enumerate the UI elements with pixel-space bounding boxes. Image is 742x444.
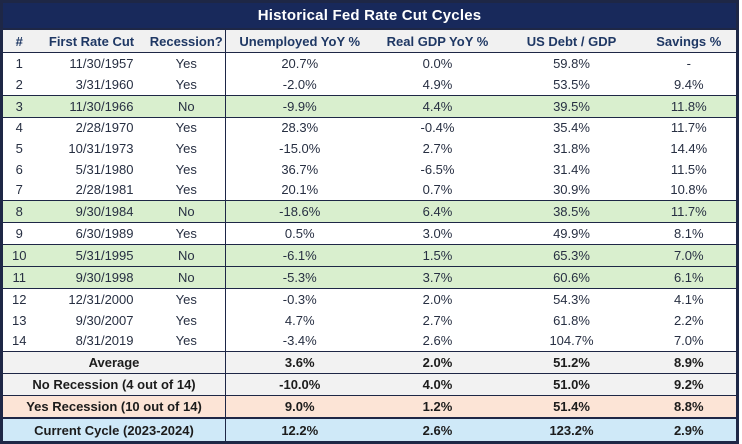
recession-flag: No bbox=[148, 95, 226, 117]
summary-savings-value: 2.9% bbox=[642, 418, 738, 442]
unemployed-yoy-value: -15.0% bbox=[226, 138, 374, 159]
summary-label: Current Cycle (2023-2024) bbox=[2, 418, 226, 442]
row-number: 4 bbox=[2, 117, 36, 138]
first-rate-cut-date: 8/31/2019 bbox=[36, 331, 148, 352]
savings-value: - bbox=[642, 53, 738, 74]
summary-real-gdp-yoy-value: 2.6% bbox=[374, 418, 502, 442]
row-number: 11 bbox=[2, 267, 36, 289]
recession-flag: Yes bbox=[148, 53, 226, 74]
summary-real-gdp-yoy-value: 1.2% bbox=[374, 396, 502, 419]
recession-flag: No bbox=[148, 245, 226, 267]
row-number: 3 bbox=[2, 95, 36, 117]
summary-us-debt-gdp-value: 51.4% bbox=[502, 396, 642, 419]
recession-flag: Yes bbox=[148, 310, 226, 331]
savings-value: 11.5% bbox=[642, 159, 738, 180]
row-number: 12 bbox=[2, 289, 36, 310]
table-row bbox=[2, 95, 738, 117]
table-row bbox=[2, 117, 738, 138]
row-number: 10 bbox=[2, 245, 36, 267]
unemployed-yoy-value: -18.6% bbox=[226, 201, 374, 223]
unemployed-yoy-value: -0.3% bbox=[226, 289, 374, 310]
page-title: Historical Fed Rate Cut Cycles bbox=[2, 2, 738, 30]
savings-value: 9.4% bbox=[642, 74, 738, 95]
us-debt-gdp-value: 31.8% bbox=[502, 138, 642, 159]
recession-flag: Yes bbox=[148, 331, 226, 352]
row-number: 6 bbox=[2, 159, 36, 180]
recession-flag: Yes bbox=[148, 74, 226, 95]
summary-label: Average bbox=[2, 352, 226, 374]
table-row bbox=[2, 74, 738, 95]
us-debt-gdp-value: 59.8% bbox=[502, 53, 642, 74]
table-row bbox=[2, 53, 738, 74]
us-debt-gdp-value: 60.6% bbox=[502, 267, 642, 289]
table-title-row bbox=[2, 2, 738, 30]
real-gdp-yoy-value: 0.0% bbox=[374, 53, 502, 74]
unemployed-yoy-value: -2.0% bbox=[226, 74, 374, 95]
table-row bbox=[2, 245, 738, 267]
column-header-row bbox=[2, 29, 738, 53]
summary-real-gdp-yoy-value: 4.0% bbox=[374, 374, 502, 396]
unemployed-yoy-value: 20.1% bbox=[226, 180, 374, 201]
savings-value: 11.7% bbox=[642, 117, 738, 138]
us-debt-gdp-value: 49.9% bbox=[502, 223, 642, 245]
table-row bbox=[2, 180, 738, 201]
summary-savings-value: 9.2% bbox=[642, 374, 738, 396]
first-rate-cut-date: 5/31/1980 bbox=[36, 159, 148, 180]
real-gdp-yoy-value: -0.4% bbox=[374, 117, 502, 138]
first-rate-cut-date: 9/30/1998 bbox=[36, 267, 148, 289]
us-debt-gdp-value: 65.3% bbox=[502, 245, 642, 267]
real-gdp-yoy-value: 2.0% bbox=[374, 289, 502, 310]
real-gdp-yoy-value: 3.0% bbox=[374, 223, 502, 245]
column-header-6: Savings % bbox=[642, 29, 738, 53]
first-rate-cut-date: 10/31/1973 bbox=[36, 138, 148, 159]
real-gdp-yoy-value: 3.7% bbox=[374, 267, 502, 289]
savings-value: 2.2% bbox=[642, 310, 738, 331]
recession-flag: Yes bbox=[148, 159, 226, 180]
recession-flag: Yes bbox=[148, 117, 226, 138]
first-rate-cut-date: 3/31/1960 bbox=[36, 74, 148, 95]
summary-row bbox=[2, 418, 738, 442]
first-rate-cut-date: 6/30/1989 bbox=[36, 223, 148, 245]
real-gdp-yoy-value: 2.7% bbox=[374, 310, 502, 331]
unemployed-yoy-value: 4.7% bbox=[226, 310, 374, 331]
table-row bbox=[2, 159, 738, 180]
column-header-4: Real GDP YoY % bbox=[374, 29, 502, 53]
table-row bbox=[2, 267, 738, 289]
row-number: 1 bbox=[2, 53, 36, 74]
table-row bbox=[2, 138, 738, 159]
real-gdp-yoy-value: 4.9% bbox=[374, 74, 502, 95]
us-debt-gdp-value: 38.5% bbox=[502, 201, 642, 223]
recession-flag: No bbox=[148, 201, 226, 223]
column-header-2: Recession? bbox=[148, 29, 226, 53]
real-gdp-yoy-value: 6.4% bbox=[374, 201, 502, 223]
real-gdp-yoy-value: 2.7% bbox=[374, 138, 502, 159]
table-row bbox=[2, 223, 738, 245]
row-number: 7 bbox=[2, 180, 36, 201]
column-header-0: # bbox=[2, 29, 36, 53]
first-rate-cut-date: 5/31/1995 bbox=[36, 245, 148, 267]
savings-value: 14.4% bbox=[642, 138, 738, 159]
table-body bbox=[2, 53, 738, 443]
unemployed-yoy-value: -3.4% bbox=[226, 331, 374, 352]
recession-flag: Yes bbox=[148, 289, 226, 310]
first-rate-cut-date: 9/30/1984 bbox=[36, 201, 148, 223]
summary-row bbox=[2, 396, 738, 419]
row-number: 13 bbox=[2, 310, 36, 331]
us-debt-gdp-value: 35.4% bbox=[502, 117, 642, 138]
row-number: 8 bbox=[2, 201, 36, 223]
us-debt-gdp-value: 54.3% bbox=[502, 289, 642, 310]
row-number: 14 bbox=[2, 331, 36, 352]
first-rate-cut-date: 12/31/2000 bbox=[36, 289, 148, 310]
summary-unemployed-yoy-value: 3.6% bbox=[226, 352, 374, 374]
savings-value: 8.1% bbox=[642, 223, 738, 245]
recession-flag: Yes bbox=[148, 138, 226, 159]
real-gdp-yoy-value: -6.5% bbox=[374, 159, 502, 180]
summary-savings-value: 8.9% bbox=[642, 352, 738, 374]
savings-value: 10.8% bbox=[642, 180, 738, 201]
summary-label: Yes Recession (10 out of 14) bbox=[2, 396, 226, 419]
summary-us-debt-gdp-value: 123.2% bbox=[502, 418, 642, 442]
table-row bbox=[2, 331, 738, 352]
savings-value: 11.7% bbox=[642, 201, 738, 223]
column-header-5: US Debt / GDP bbox=[502, 29, 642, 53]
recession-flag: Yes bbox=[148, 180, 226, 201]
real-gdp-yoy-value: 4.4% bbox=[374, 95, 502, 117]
column-header-3: Unemployed YoY % bbox=[226, 29, 374, 53]
summary-unemployed-yoy-value: 12.2% bbox=[226, 418, 374, 442]
summary-real-gdp-yoy-value: 2.0% bbox=[374, 352, 502, 374]
unemployed-yoy-value: 20.7% bbox=[226, 53, 374, 74]
summary-row bbox=[2, 352, 738, 374]
summary-label: No Recession (4 out of 14) bbox=[2, 374, 226, 396]
summary-us-debt-gdp-value: 51.2% bbox=[502, 352, 642, 374]
recession-flag: No bbox=[148, 267, 226, 289]
summary-us-debt-gdp-value: 51.0% bbox=[502, 374, 642, 396]
unemployed-yoy-value: 36.7% bbox=[226, 159, 374, 180]
us-debt-gdp-value: 39.5% bbox=[502, 95, 642, 117]
column-header-1: First Rate Cut bbox=[36, 29, 148, 53]
us-debt-gdp-value: 61.8% bbox=[502, 310, 642, 331]
first-rate-cut-date: 2/28/1970 bbox=[36, 117, 148, 138]
table-row bbox=[2, 289, 738, 310]
real-gdp-yoy-value: 1.5% bbox=[374, 245, 502, 267]
savings-value: 7.0% bbox=[642, 331, 738, 352]
first-rate-cut-date: 11/30/1966 bbox=[36, 95, 148, 117]
row-number: 5 bbox=[2, 138, 36, 159]
recession-flag: Yes bbox=[148, 223, 226, 245]
savings-value: 11.8% bbox=[642, 95, 738, 117]
unemployed-yoy-value: 0.5% bbox=[226, 223, 374, 245]
summary-savings-value: 8.8% bbox=[642, 396, 738, 419]
table-row bbox=[2, 310, 738, 331]
savings-value: 6.1% bbox=[642, 267, 738, 289]
us-debt-gdp-value: 30.9% bbox=[502, 180, 642, 201]
unemployed-yoy-value: -9.9% bbox=[226, 95, 374, 117]
unemployed-yoy-value: -6.1% bbox=[226, 245, 374, 267]
unemployed-yoy-value: 28.3% bbox=[226, 117, 374, 138]
summary-row bbox=[2, 374, 738, 396]
us-debt-gdp-value: 31.4% bbox=[502, 159, 642, 180]
real-gdp-yoy-value: 0.7% bbox=[374, 180, 502, 201]
us-debt-gdp-value: 53.5% bbox=[502, 74, 642, 95]
real-gdp-yoy-value: 2.6% bbox=[374, 331, 502, 352]
first-rate-cut-date: 9/30/2007 bbox=[36, 310, 148, 331]
savings-value: 4.1% bbox=[642, 289, 738, 310]
row-number: 9 bbox=[2, 223, 36, 245]
savings-value: 7.0% bbox=[642, 245, 738, 267]
table-row bbox=[2, 201, 738, 223]
unemployed-yoy-value: -5.3% bbox=[226, 267, 374, 289]
us-debt-gdp-value: 104.7% bbox=[502, 331, 642, 352]
summary-unemployed-yoy-value: -10.0% bbox=[226, 374, 374, 396]
summary-unemployed-yoy-value: 9.0% bbox=[226, 396, 374, 419]
first-rate-cut-date: 11/30/1957 bbox=[36, 53, 148, 74]
first-rate-cut-date: 2/28/1981 bbox=[36, 180, 148, 201]
row-number: 2 bbox=[2, 74, 36, 95]
